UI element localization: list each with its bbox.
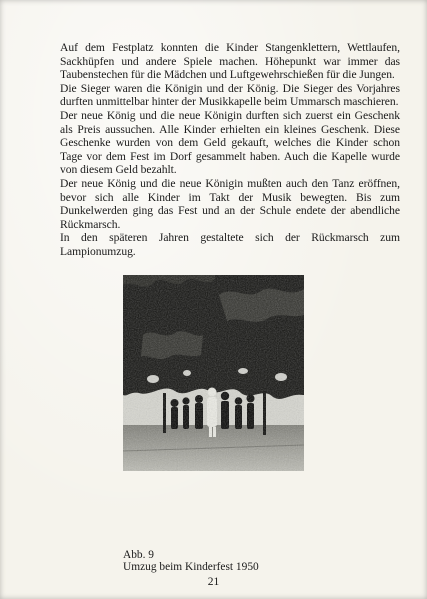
paragraph-sieger: Die Sieger waren die Königin und der König. Die Sieger des Vorjahres durften unmittelbar hinter der Musikkapelle beim Ummarsch maschieren. <box>60 81 400 109</box>
paragraph-lampionumzug: In den späteren Jahren gestaltete sich der Rückmarsch zum Lampionumzug. <box>60 231 400 258</box>
body-text <box>60 41 400 259</box>
figure-caption-text: Umzug beim Kinderfest 1950 <box>123 561 259 574</box>
paragraph-geschenke: Der neue König und die neue Königin durften sich zuerst ein Geschenk als Preis aussuchen. Alle Kinder erhielten ein kleines Geschenk. Diese Geschenke wurden von dem Geld gekauft, welches die Kinder schon Tage vor dem Fest im Dorf gesammelt haben. Auch die Kapelle wurde von diesem Geld bezahlt. <box>60 108 400 177</box>
figure-label: Abb. 9 <box>123 549 155 561</box>
paragraph-tanz: Der neue König und die neue Königin mußten auch den Tanz eröffnen, bevor sich alle Kinder im Takt der Musik bewegten. Bis zum Dunkelwerden ging das Fest und an der Schule endete der abendliche Rückmarsch. <box>60 176 400 231</box>
figure-caption <box>123 549 259 574</box>
paragraph-festplatz: Auf dem Festplatz konnten die Kinder Stangenklettern, Wettlaufen, Sackhüpfen und andere Spiele machen. Höhepunkt war immer das Taubenstechen für die Mädchen und Luftgewehrschießen für die Jungen. <box>60 41 400 82</box>
photo-kinderfest-umzug <box>123 275 304 471</box>
page-number: 21 <box>207 576 220 588</box>
